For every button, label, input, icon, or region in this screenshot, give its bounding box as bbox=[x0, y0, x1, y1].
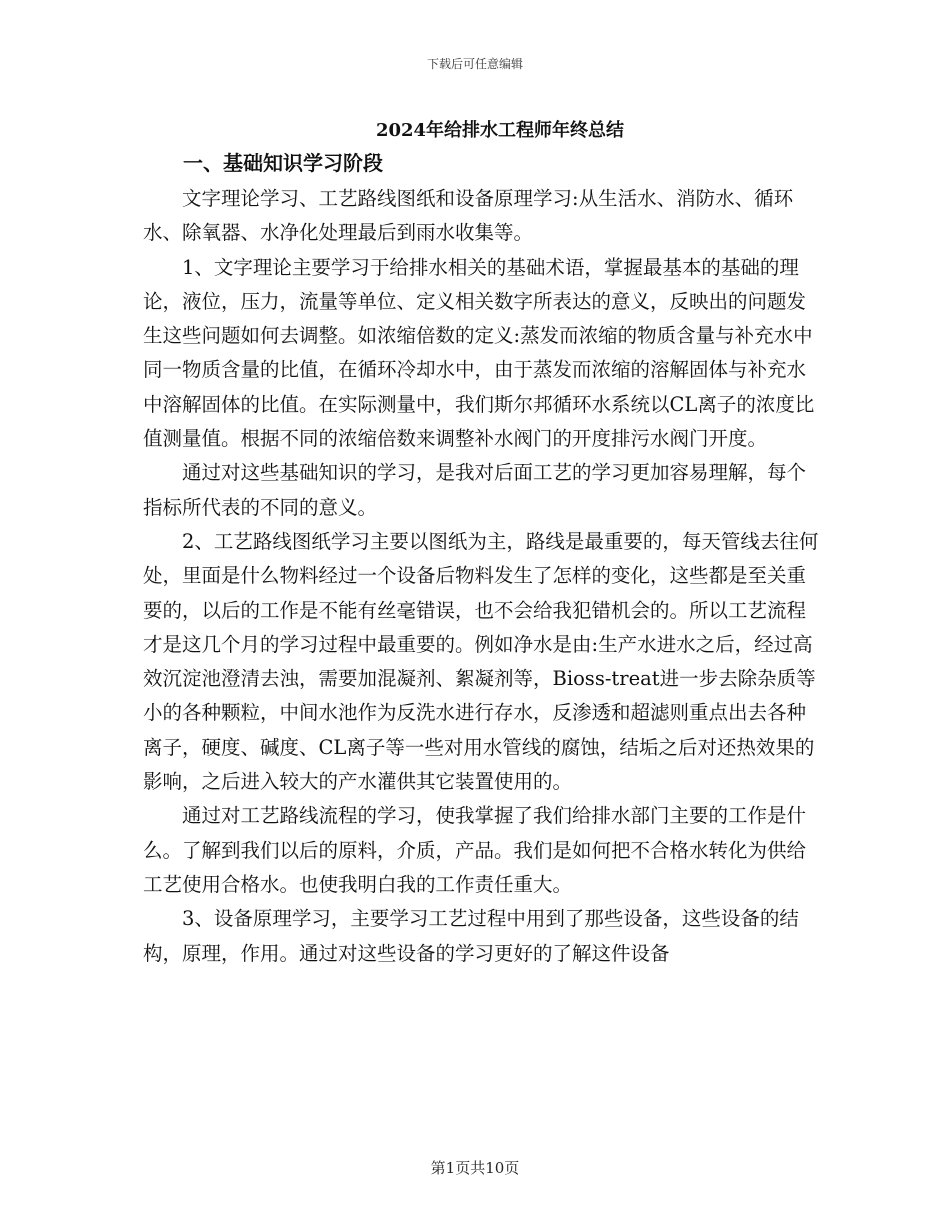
paragraph-theory: 1、文字理论主要学习于给排水相关的基础术语，掌握最基本的基础的理论，液位，压力，流量等单位、定义相关数字所表达的意义，反映出的问题发生这些问题如何去调整。如浓缩倍数的定义:蒸发而浓缩的物质含量与补充水中同一物质含量的比值，在循环冷却水中，由于蒸发而浓缩的溶解固体与补充水中溶解固体的比值。在实际测量中，我们斯尔邦循环水系统以CL离子的浓度比值测量值。根据不同的浓缩倍数来调整补水阀门的开度排污水阀门开度。 bbox=[143, 255, 815, 451]
document-title: 2024年给排水工程师年终总结 bbox=[375, 120, 625, 141]
page-number: 第1页共10页 bbox=[430, 1159, 520, 1177]
paragraph-process-drawings: 2、工艺路线图纸学习主要以图纸为主，路线是最重要的，每天管线去往何处，里面是什么物料经过一个设备后物料发生了怎样的变化，这些都是至关重要的，以后的工作是不能有丝毫错误，也不会给我犯错机会的。所以工艺流程才是这几个月的学习过程中最重要的。例如净水是由:生产水进水之后，经过高效沉淀池澄清去浊，需要加混凝剂、絮凝剂等，Bioss-treat进一步去除杂质等小的各种颗粒，中间水池作为反洗水进行存水，反渗透和超滤则重点出去各种离子，硬度、碱度、CL离子等一些对用水管线的腐蚀，结垢之后对还热效果的影响，之后进入较大的产水灌供其它装置使用的。 bbox=[143, 529, 819, 794]
paragraph-intro: 文字理论学习、工艺路线图纸和设备原理学习:从生活水、消防水、循环水、除氧器、水净化处理最后到雨水收集等。 bbox=[143, 187, 794, 245]
document-body bbox=[143, 150, 823, 971]
paragraph-theory-summary: 通过对这些基础知识的学习，是我对后面工艺的学习更加容易理解，每个指标所代表的不同的意义。 bbox=[143, 461, 807, 519]
header-note: 下载后可任意编辑 bbox=[426, 57, 523, 71]
paragraph-process-summary: 通过对工艺路线流程的学习，使我掌握了我们给排水部门主要的工作是什么。了解到我们以后的原料，介质，产品。我们是如何把不合格水转化为供给工艺使用合格水。也使我明白我的工作责任重大。 bbox=[143, 804, 807, 896]
section-heading: 一、基础知识学习阶段 bbox=[183, 151, 383, 175]
paragraph-equipment: 3、设备原理学习，主要学习工艺过程中用到了那些设备，这些设备的结构，原理，作用。通过对这些设备的学习更好的了解这件设备 bbox=[143, 907, 799, 965]
